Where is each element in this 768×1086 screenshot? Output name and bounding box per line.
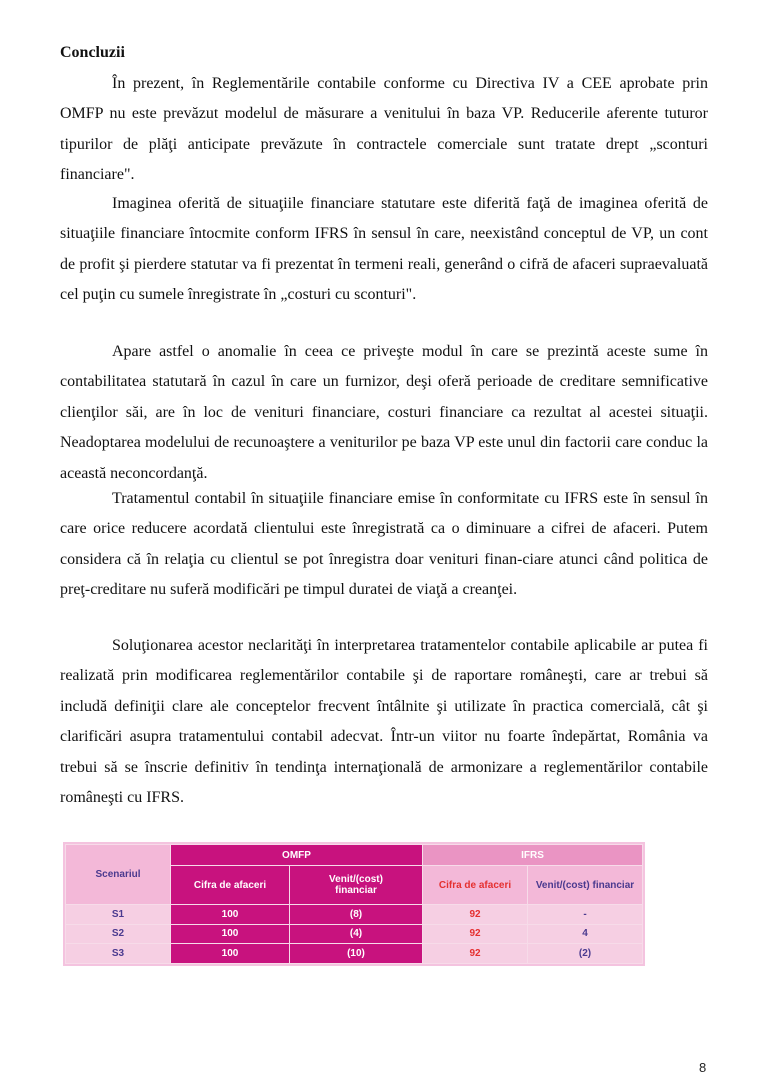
omfp-revenue-header: Cifra de afaceri	[171, 866, 290, 905]
section-heading: Concluzii	[60, 44, 125, 61]
row-ifrs-financial: (2)	[528, 944, 643, 964]
row-ifrs-revenue: 92	[423, 905, 528, 925]
row-omfp-financial: (4)	[290, 924, 423, 944]
omfp-financial-header: Venit/(cost) financiar	[290, 866, 423, 905]
paragraph-4: Tratamentul contabil în situaţiile financiare emise în conformitate cu IFRS este în sensul în care orice reducere acordată clientului este înregistrată ca o diminuare a cifrei de afaceri. Putem considera că în relaţia cu clientul se pot înregistra doar venituri finan-ciare atunci când politica de preţ-creditare nu suferă modificări pe timpul duratei de viaţă a creanţei.	[60, 490, 708, 599]
paragraph-5: Soluţionarea acestor neclarităţi în interpretarea tratamentelor contabile aplicabile ar putea fi realizată prin modificarea reglementărilor contabile şi de raportare româneşti, care ar trebui să includă definiţii clare ale conceptelor frecvent întâlnite şi utilizate în practica comercială, cât şi clarificări asupra tratamentului contabil adecvat. Într-un viitor nu foarte îndepărtat, România va trebui să se înscrie definitiv în tendinţa internaţională de armonizare a reglementărilor contabile româneşti cu IFRS.	[60, 637, 708, 807]
ifrs-financial-header: Venit/(cost) financiar	[528, 866, 643, 905]
row-omfp-financial: (8)	[290, 905, 423, 925]
scenario-table	[65, 844, 643, 964]
row-ifrs-financial: 4	[528, 924, 643, 944]
row-omfp-revenue: 100	[171, 924, 290, 944]
row-scenario: S3	[66, 944, 171, 964]
scenario-table-frame	[63, 842, 645, 966]
row-ifrs-revenue: 92	[423, 944, 528, 964]
row-omfp-revenue: 100	[171, 944, 290, 964]
row-ifrs-revenue: 92	[423, 924, 528, 944]
scenario-header: Scenariul	[66, 845, 171, 905]
page-number: 8	[699, 1060, 707, 1075]
paragraph-1: În prezent, în Reglementările contabile conforme cu Directiva IV a CEE aprobate prin OMFP nu este prevăzut modelul de măsurare a venitului în baza VP. Reducerile aferente tuturor tipurilor de plăţi anticipate prevăzute în contractele comerciale sunt tratate drept „sconturi financiare".	[60, 75, 708, 184]
ifrs-revenue-header: Cifra de afaceri	[423, 866, 528, 905]
omfp-group-header: OMFP	[171, 845, 423, 866]
table-header-row	[66, 845, 643, 866]
row-omfp-financial: (10)	[290, 944, 423, 964]
paragraph-2: Imaginea oferită de situaţiile financiare statutare este diferită faţă de imaginea oferită de situaţiile financiare întocmite conform IFRS în sensul în care, neexistând conceptul de VP, un cont de profit şi pierdere statutar va fi prezentat în termeni reali, generând o cifră de afaceri supraevaluată cel puţin cu sumele înregistrate în „costuri cu sconturi".	[60, 195, 708, 304]
row-scenario: S1	[66, 905, 171, 925]
table-row	[66, 924, 643, 944]
table-row	[66, 944, 643, 964]
table-row	[66, 905, 643, 925]
row-omfp-revenue: 100	[171, 905, 290, 925]
row-scenario: S2	[66, 924, 171, 944]
row-ifrs-financial: -	[528, 905, 643, 925]
paragraph-3: Apare astfel o anomalie în ceea ce priveşte modul în care se prezintă aceste sume în contabilitatea statutară în cazul în care un furnizor, deşi oferă perioade de creditare semnificative clienţilor săi, are în loc de venituri financiare, costuri financiare ca rezultat al acestei situaţii. Neadoptarea modelului de recunoaştere a veniturilor pe baza VP este unul din factorii care conduc la această neconcordanţă.	[60, 343, 708, 482]
ifrs-group-header: IFRS	[423, 845, 643, 866]
